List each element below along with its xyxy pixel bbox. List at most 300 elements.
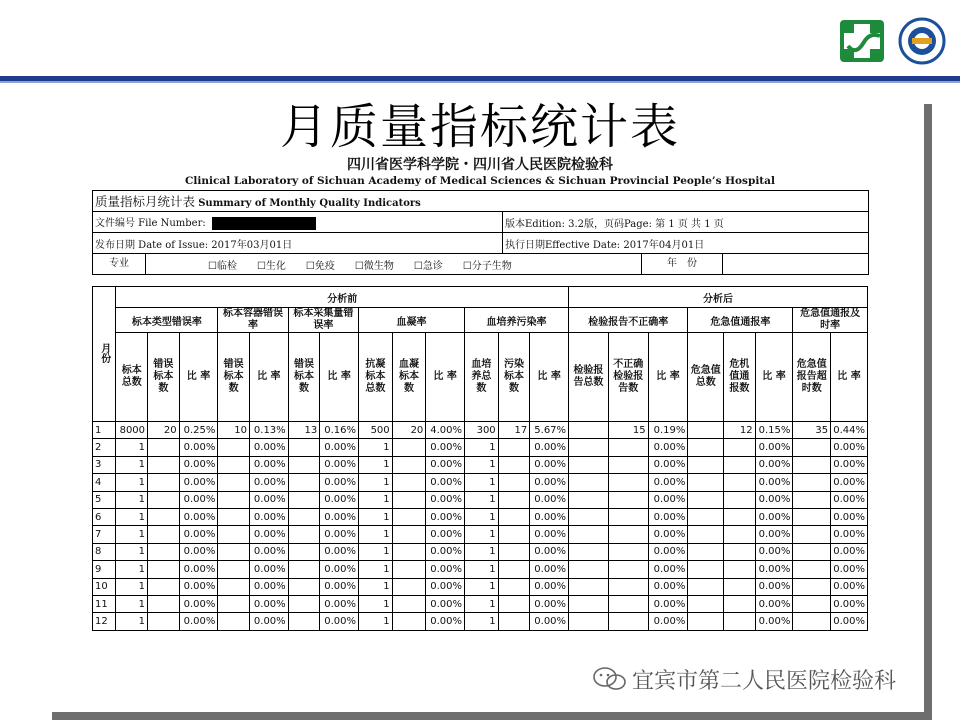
specialty-label: 专业 [93, 254, 146, 274]
table-cell [569, 543, 609, 560]
table-cell: 1 [116, 578, 148, 595]
month-cell: 3 [93, 456, 116, 473]
table-row [93, 508, 868, 525]
group-header: 危急值通报率 [688, 308, 793, 333]
table-cell [724, 456, 756, 473]
table-cell: 0.00% [530, 613, 569, 630]
table-cell [392, 543, 426, 560]
table-cell: 0.00% [648, 508, 688, 525]
table-cell: 0.00% [648, 613, 688, 630]
table-cell: 20 [148, 422, 180, 439]
table-cell: 0.00% [320, 456, 359, 473]
table-cell: 1 [359, 474, 393, 491]
table-cell: 0.00% [320, 561, 359, 578]
table-cell: 0.00% [755, 508, 793, 525]
specialty-options: ☐临检 ☐生化 ☐免疫 ☐微生物 ☐急诊 ☐分子生物 [208, 260, 512, 272]
table-cell: 0.00% [249, 543, 288, 560]
month-cell: 10 [93, 578, 116, 595]
table-cell: 0.00% [831, 561, 868, 578]
table-cell: 35 [793, 422, 831, 439]
column-header: 检验报告总数 [569, 333, 609, 422]
table-cell [724, 578, 756, 595]
table-cell [288, 543, 320, 560]
table-cell: 0.00% [426, 613, 465, 630]
table-cell: 0.00% [530, 526, 569, 543]
table-cell [724, 439, 756, 456]
column-header: 错误标本数 [218, 333, 250, 422]
table-cell [688, 526, 724, 543]
month-cell: 2 [93, 439, 116, 456]
table-cell [498, 561, 530, 578]
table-cell: 0.00% [831, 474, 868, 491]
table-cell: 0.00% [755, 595, 793, 612]
column-header: 比 率 [426, 333, 465, 422]
table-cell [608, 613, 648, 630]
table-cell [688, 613, 724, 630]
table-cell [608, 474, 648, 491]
table-cell: 0.00% [831, 578, 868, 595]
table-cell: 1 [465, 578, 499, 595]
table-cell [498, 578, 530, 595]
table-cell: 0.16% [320, 422, 359, 439]
table-row [93, 474, 868, 491]
table-cell: 0.00% [179, 561, 218, 578]
table-row [93, 456, 868, 473]
phase-after-header: 分析后 [569, 287, 868, 308]
table-cell [569, 422, 609, 439]
table-cell [569, 613, 609, 630]
month-cell: 11 [93, 595, 116, 612]
table-cell: 0.00% [755, 456, 793, 473]
table-cell: 0.00% [648, 595, 688, 612]
table-cell [793, 613, 831, 630]
table-cell: 0.00% [320, 526, 359, 543]
table-cell [724, 561, 756, 578]
table-cell [392, 561, 426, 578]
table-cell: 0.00% [249, 456, 288, 473]
month-cell: 12 [93, 613, 116, 630]
month-cell: 9 [93, 561, 116, 578]
issue-date-cell: 发布日期 Date of Issue: 2017年03月01日 [93, 233, 503, 254]
table-cell: 0.00% [831, 526, 868, 543]
table-cell: 0.00% [648, 526, 688, 543]
table-cell: 0.00% [648, 491, 688, 508]
table-cell: 1 [116, 561, 148, 578]
document-shadow-bottom [52, 712, 932, 720]
table-cell: 0.00% [831, 491, 868, 508]
table-cell: 0.00% [530, 474, 569, 491]
group-header: 标本类型错误率 [116, 308, 218, 333]
table-cell [793, 439, 831, 456]
column-header: 危急值报告超时数 [793, 333, 831, 422]
table-cell [569, 526, 609, 543]
table-cell [608, 456, 648, 473]
table-cell: 0.25% [179, 422, 218, 439]
table-cell: 0.00% [426, 543, 465, 560]
table-cell: 0.00% [249, 578, 288, 595]
table-cell [608, 543, 648, 560]
table-cell: 0.00% [320, 543, 359, 560]
table-cell: 0.00% [648, 561, 688, 578]
table-cell [148, 613, 180, 630]
group-header: 血培养污染率 [465, 308, 569, 333]
table-row [93, 543, 868, 560]
table-cell: 1 [116, 508, 148, 525]
table-cell: 1 [359, 439, 393, 456]
table-cell: 0.00% [179, 491, 218, 508]
table-cell: 1 [465, 456, 499, 473]
table-cell: 0.00% [249, 474, 288, 491]
table-row [93, 491, 868, 508]
table-row [93, 561, 868, 578]
month-header: 月份 [93, 287, 116, 422]
table-cell [288, 508, 320, 525]
table-cell [569, 508, 609, 525]
table-cell: 0.00% [320, 439, 359, 456]
table-cell: 13 [288, 422, 320, 439]
table-cell: 0.00% [831, 595, 868, 612]
table-cell [724, 474, 756, 491]
table-cell: 1 [465, 508, 499, 525]
table-cell: 0.00% [648, 543, 688, 560]
table-cell: 1 [465, 613, 499, 630]
table-cell: 1 [116, 526, 148, 543]
table-cell [688, 456, 724, 473]
group-header: 血凝率 [359, 308, 465, 333]
table-cell [793, 561, 831, 578]
table-cell: 0.00% [530, 561, 569, 578]
form-title: 质量指标月统计表 Summary of Monthly Quality Indicators [93, 191, 869, 212]
table-cell [569, 491, 609, 508]
table-cell [148, 526, 180, 543]
table-cell [288, 595, 320, 612]
table-cell [569, 561, 609, 578]
table-cell [498, 526, 530, 543]
table-cell [392, 508, 426, 525]
table-cell [498, 439, 530, 456]
table-cell: 0.00% [648, 456, 688, 473]
table-cell [392, 526, 426, 543]
table-cell [608, 491, 648, 508]
table-cell [688, 422, 724, 439]
table-cell: 0.00% [831, 508, 868, 525]
table-cell [793, 508, 831, 525]
table-cell: 1 [359, 613, 393, 630]
wechat-icon [592, 666, 628, 692]
redaction-bar [212, 217, 316, 230]
table-cell [218, 561, 250, 578]
table-cell [218, 595, 250, 612]
table-cell: 0.19% [648, 422, 688, 439]
table-cell [392, 595, 426, 612]
table-cell: 1 [465, 595, 499, 612]
table-cell: 0.00% [249, 561, 288, 578]
table-cell [288, 613, 320, 630]
table-cell: 1 [359, 561, 393, 578]
column-header: 比 率 [179, 333, 218, 422]
file-number-cell: 文件编号 File Number: [93, 212, 503, 233]
table-cell [498, 543, 530, 560]
table-cell: 0.00% [320, 508, 359, 525]
table-cell: 0.00% [755, 491, 793, 508]
table-cell: 0.00% [648, 439, 688, 456]
table-cell: 1 [116, 491, 148, 508]
table-cell: 1 [359, 595, 393, 612]
phase-before-header: 分析前 [116, 287, 569, 308]
table-cell [148, 456, 180, 473]
table-cell [148, 561, 180, 578]
table-cell: 1 [359, 578, 393, 595]
column-header: 比 率 [530, 333, 569, 422]
table-cell [288, 561, 320, 578]
month-cell: 7 [93, 526, 116, 543]
table-cell: 0.00% [648, 474, 688, 491]
table-cell [608, 508, 648, 525]
column-header: 污染标本数 [498, 333, 530, 422]
table-cell [148, 491, 180, 508]
column-header: 危急值总数 [688, 333, 724, 422]
table-cell: 0.00% [755, 526, 793, 543]
form-header-table [92, 190, 869, 275]
table-cell: 1 [359, 526, 393, 543]
table-cell [148, 508, 180, 525]
effective-date-cell: 执行日期Effective Date: 2017年04月01日 [503, 233, 869, 254]
column-header: 错误标本数 [148, 333, 180, 422]
table-cell: 0.00% [179, 543, 218, 560]
table-cell [392, 439, 426, 456]
table-cell: 0.00% [755, 543, 793, 560]
table-cell [688, 595, 724, 612]
table-row [93, 526, 868, 543]
table-cell [569, 439, 609, 456]
table-cell: 0.00% [179, 474, 218, 491]
table-cell: 0.00% [249, 439, 288, 456]
table-cell [793, 595, 831, 612]
table-cell [608, 595, 648, 612]
table-cell [793, 543, 831, 560]
table-cell: 1 [465, 543, 499, 560]
table-cell: 0.00% [530, 439, 569, 456]
header-bar-accent [0, 81, 960, 83]
table-cell [724, 595, 756, 612]
column-header: 危机值通报数 [724, 333, 756, 422]
column-header: 错误标本数 [288, 333, 320, 422]
table-cell: 0.00% [320, 613, 359, 630]
table-cell: 0.00% [426, 456, 465, 473]
table-cell: 0.00% [755, 474, 793, 491]
edition-cell: 版本Edition: 3.2版，页码Page: 第 1 页 共 1 页 [503, 212, 869, 233]
table-cell [288, 456, 320, 473]
table-cell: 1 [116, 595, 148, 612]
table-cell [688, 439, 724, 456]
table-cell: 0.00% [530, 456, 569, 473]
group-header: 检验报告不正确率 [569, 308, 688, 333]
table-cell [569, 456, 609, 473]
table-cell: 1 [465, 491, 499, 508]
table-cell [218, 456, 250, 473]
month-cell: 5 [93, 491, 116, 508]
table-cell [392, 456, 426, 473]
table-cell: 0.00% [426, 491, 465, 508]
column-header: 标本总数 [116, 333, 148, 422]
table-cell: 0.00% [426, 474, 465, 491]
month-cell: 8 [93, 543, 116, 560]
table-cell: 0.00% [179, 526, 218, 543]
table-cell: 15 [608, 422, 648, 439]
table-cell [688, 578, 724, 595]
table-cell: 0.00% [249, 613, 288, 630]
table-cell: 0.00% [249, 508, 288, 525]
table-cell: 0.00% [320, 595, 359, 612]
table-cell: 0.44% [831, 422, 868, 439]
table-cell [218, 491, 250, 508]
table-cell: 0.00% [320, 578, 359, 595]
table-cell [288, 526, 320, 543]
table-cell: 8000 [116, 422, 148, 439]
table-cell [498, 595, 530, 612]
table-cell [288, 439, 320, 456]
table-cell [793, 578, 831, 595]
table-cell: 1 [465, 474, 499, 491]
table-row [93, 439, 868, 456]
table-cell [724, 613, 756, 630]
table-cell [724, 543, 756, 560]
table-cell [218, 526, 250, 543]
table-cell: 0.00% [755, 561, 793, 578]
table-cell: 500 [359, 422, 393, 439]
table-cell: 0.00% [831, 439, 868, 456]
group-header: 标本采集量错误率 [288, 308, 358, 333]
document-header-cn: 四川省医学科学院・四川省人民医院检验科 [347, 157, 613, 173]
table-cell [498, 508, 530, 525]
table-cell: 5.67% [530, 422, 569, 439]
column-header: 比 率 [648, 333, 688, 422]
table-cell [569, 578, 609, 595]
table-cell [288, 578, 320, 595]
table-cell: 1 [116, 474, 148, 491]
year-month-label: 年 份 [641, 254, 723, 274]
table-cell [688, 508, 724, 525]
table-cell [793, 491, 831, 508]
table-cell: 0.00% [831, 456, 868, 473]
table-cell: 0.00% [530, 578, 569, 595]
table-cell: 0.00% [179, 595, 218, 612]
table-cell: 0.00% [530, 595, 569, 612]
table-cell [688, 491, 724, 508]
table-cell [569, 595, 609, 612]
table-cell: 0.00% [831, 543, 868, 560]
table-cell [218, 474, 250, 491]
watermark: 宜宾市第二人民医院检验科 [632, 669, 897, 694]
table-cell [288, 474, 320, 491]
table-cell: 0.00% [426, 526, 465, 543]
column-header: 血培养总数 [465, 333, 499, 422]
table-cell [392, 474, 426, 491]
table-cell: 1 [116, 456, 148, 473]
table-cell: 1 [116, 543, 148, 560]
quality-indicator-table [92, 286, 868, 631]
table-cell: 12 [724, 422, 756, 439]
table-cell: 4.00% [426, 422, 465, 439]
table-cell [688, 543, 724, 560]
table-cell: 0.00% [648, 578, 688, 595]
table-row [93, 595, 868, 612]
table-cell [218, 508, 250, 525]
table-cell [608, 439, 648, 456]
table-cell [498, 613, 530, 630]
month-cell: 6 [93, 508, 116, 525]
table-cell [793, 526, 831, 543]
specialty-row [93, 254, 869, 275]
table-cell [498, 491, 530, 508]
table-cell: 0.00% [530, 543, 569, 560]
month-cell: 4 [93, 474, 116, 491]
table-cell: 0.00% [426, 578, 465, 595]
table-cell: 0.00% [179, 613, 218, 630]
university-seal-icon [898, 17, 946, 65]
table-cell [724, 526, 756, 543]
table-cell [218, 543, 250, 560]
column-header: 比 率 [249, 333, 288, 422]
table-cell [608, 578, 648, 595]
table-cell [392, 613, 426, 630]
table-cell: 0.00% [179, 508, 218, 525]
table-cell [148, 595, 180, 612]
column-header: 比 率 [320, 333, 359, 422]
table-cell: 0.00% [179, 578, 218, 595]
table-cell [608, 561, 648, 578]
table-row [93, 578, 868, 595]
table-cell: 1 [116, 613, 148, 630]
table-cell: 0.00% [426, 439, 465, 456]
slide-title: 月质量指标统计表 [279, 99, 680, 155]
table-row [93, 422, 868, 439]
table-cell: 0.00% [249, 491, 288, 508]
table-cell: 1 [465, 526, 499, 543]
column-header: 不正确检验报告数 [608, 333, 648, 422]
document-shadow [924, 104, 932, 720]
table-cell: 0.00% [320, 491, 359, 508]
column-header: 比 率 [831, 333, 868, 422]
table-cell: 0.00% [179, 456, 218, 473]
table-cell [498, 474, 530, 491]
table-cell: 0.00% [755, 613, 793, 630]
table-cell [688, 561, 724, 578]
hospital-logo-icon [838, 18, 886, 64]
table-cell [218, 439, 250, 456]
column-header: 血凝标本数 [392, 333, 426, 422]
table-cell: 300 [465, 422, 499, 439]
table-cell: 0.00% [831, 613, 868, 630]
table-cell: 0.00% [530, 491, 569, 508]
table-cell: 0.13% [249, 422, 288, 439]
table-cell [218, 613, 250, 630]
table-cell [148, 474, 180, 491]
table-cell: 1 [465, 439, 499, 456]
table-cell [793, 474, 831, 491]
table-cell [724, 491, 756, 508]
table-cell: 0.00% [249, 526, 288, 543]
column-header: 抗凝标本总数 [359, 333, 393, 422]
table-cell: 0.00% [320, 474, 359, 491]
table-cell: 1 [359, 456, 393, 473]
table-cell [148, 439, 180, 456]
table-cell: 0.00% [755, 578, 793, 595]
table-cell: 10 [218, 422, 250, 439]
column-header: 比 率 [755, 333, 793, 422]
table-cell: 0.00% [755, 439, 793, 456]
table-cell: 1 [359, 508, 393, 525]
